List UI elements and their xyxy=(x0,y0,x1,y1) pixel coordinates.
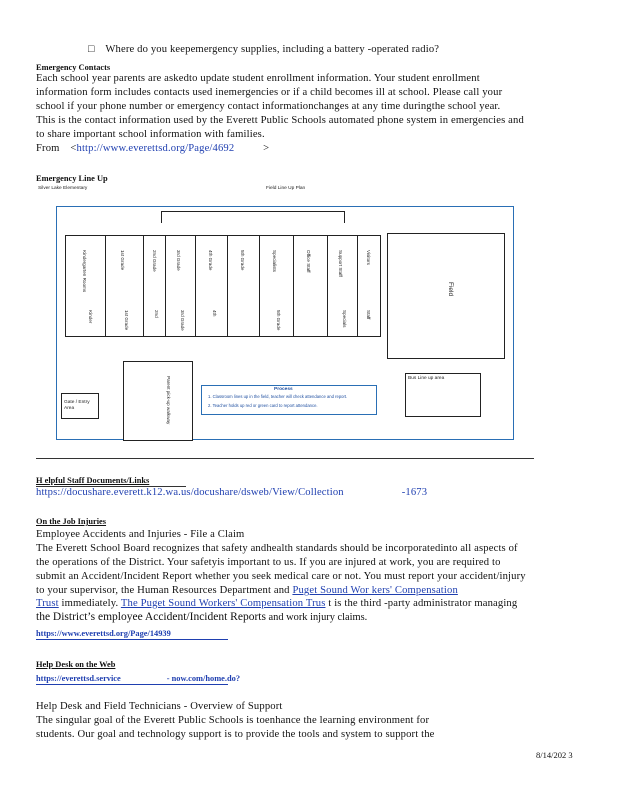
injuries-line-6 xyxy=(36,610,367,625)
puget-sound-link-2[interactable]: The Puget Sound Workers' Compensation Trus xyxy=(120,598,326,609)
grade-top-4: 3rd Grade xyxy=(176,250,181,271)
emergency-contacts-line-5: to share important school information with families. xyxy=(36,129,265,140)
injuries-line-4 xyxy=(36,584,458,598)
footer-date: 8/14/202 3 xyxy=(536,750,573,760)
plan-label: Field Line Up Plan xyxy=(266,186,306,191)
grade-top-8: Office Staff xyxy=(306,250,311,273)
supplies-question xyxy=(88,43,439,57)
help-desk-link[interactable] xyxy=(36,673,240,684)
help-desk-heading: Help Desk on the Web xyxy=(36,660,116,669)
injuries-title: Employee Accidents and Injuries - File a Claim xyxy=(36,529,245,540)
grade-bottom-1: Kinder xyxy=(88,310,93,324)
puget-sound-trust-link[interactable]: Trust xyxy=(36,598,59,609)
grade-top-9: Support Staff xyxy=(338,250,343,277)
emergency-contacts-source xyxy=(36,142,269,156)
from-open-bracket: < xyxy=(70,143,77,154)
grade-bottom-8: Staff xyxy=(366,310,371,320)
grade-bottom-2: 1st Grade xyxy=(124,310,129,331)
puget-sound-link-1[interactable]: Puget Sound Wor kers' Compensation xyxy=(292,585,458,596)
injuries-line-1: The Everett School Board recognizes that safety andhealth standards should be incorporatedinto all aspects of xyxy=(36,543,518,554)
lineup-bracket xyxy=(161,211,345,223)
technicians-line-1: The singular goal of the Everett Public Schools is toenhance the learning environment for xyxy=(36,715,430,726)
process-box xyxy=(201,385,377,415)
process-title: Process xyxy=(274,387,293,392)
helpful-staff-link[interactable] xyxy=(36,486,427,500)
injuries-line-4-text: to your supervisor, the Human Resources Department and xyxy=(36,585,290,596)
grade-top-1: Kindergarten Rooms xyxy=(82,250,87,293)
injuries-heading: On the Job Injuries xyxy=(36,517,107,526)
grade-top-7: Specialists xyxy=(272,250,277,272)
grade-bottom-6: 5th Grade xyxy=(276,310,281,331)
grade-top-3: 2nd Grade xyxy=(152,250,157,272)
emergency-contacts-link[interactable]: http://www.everettsd.org/Page/4692 xyxy=(76,143,235,154)
emergency-contacts-heading: Emergency Contacts xyxy=(36,63,111,72)
process-step-2: 2. Teacher holds up red or green card to report attendance. xyxy=(208,403,318,408)
from-close-bracket: > xyxy=(263,143,270,154)
injuries-link[interactable]: https://www.everettsd.org/Page/14939 xyxy=(36,629,171,638)
grade-top-5: 4th Grade xyxy=(208,250,213,271)
supplies-question-text: Where do you keepemergency supplies, including a battery -operated radio? xyxy=(105,44,440,55)
help-desk-link-underline xyxy=(36,684,228,685)
gate-area xyxy=(61,393,99,419)
grade-top-2: 1st Grade xyxy=(120,250,125,271)
grade-bottom-3: 2nd xyxy=(154,310,159,318)
administrator-text: t is the third -party administrator managing xyxy=(325,598,518,609)
grade-bottom-5: 4th xyxy=(212,310,217,317)
lineup-plan-frame xyxy=(56,206,514,440)
injuries-line-2: the operations of the District. Your safetyis important to us. If you are injured at work, you are required to xyxy=(36,557,501,568)
bus-lineup-area xyxy=(405,373,481,417)
school-label: Silver Lake Elementary xyxy=(38,186,88,191)
walkway-area xyxy=(123,361,193,441)
figure-divider xyxy=(36,458,534,459)
technicians-line-2: students. Our goal and technology support is to provide the tools and system to support the xyxy=(36,729,435,740)
grade-bottom-4: 3rd Grade xyxy=(180,310,185,331)
emergency-contacts-line-3: school if your phone number or emergency contact informationchanges at any time duringthe school year. xyxy=(36,101,501,112)
grade-top-10: Visitors xyxy=(366,250,371,265)
field-area xyxy=(387,233,505,359)
injuries-line-5 xyxy=(36,597,517,611)
technicians-title: Help Desk and Field Technicians - Overview of Support xyxy=(36,701,283,712)
bullet-icon: □ xyxy=(88,44,95,55)
grade-bottom-7: Specials xyxy=(342,310,347,328)
helpful-staff-heading: H elpful Staff Documents/Links xyxy=(36,476,150,485)
walkway-label: Parent pick-up walkway xyxy=(166,376,171,425)
injuries-reports-text: the District’s employee Accident/Incident Reports xyxy=(36,611,266,623)
help-desk-url-1[interactable]: https://everettsd.service xyxy=(36,674,121,683)
lineup-plan-figure xyxy=(36,184,536,458)
emergency-contacts-line-2: information form includes contacts used inemergencies or if a child becomes ill at school. Please call your xyxy=(36,87,503,98)
from-label: From xyxy=(36,143,60,154)
grade-top-6: 5th Grade xyxy=(240,250,245,271)
injuries-link-underline xyxy=(36,639,228,640)
emergency-contacts-line-1: Each school year parents are askedto update student enrollment information. Your student enrollment xyxy=(36,73,480,84)
immediately-text: immediately. xyxy=(58,598,121,609)
injuries-claims-text: and work injury claims. xyxy=(265,612,368,623)
slot-8 xyxy=(294,236,328,336)
gate-label: Gate / Entry Area xyxy=(64,400,90,411)
emergency-contacts-line-4: This is the contact information used by the Everett Public Schools automated phone system in emergencies and xyxy=(36,115,524,126)
help-desk-url-2[interactable]: - now.com/home.do? xyxy=(166,674,241,683)
helpful-staff-url-1[interactable]: https://docushare.everett.k12.wa.us/docushare/dsweb/View/Collection xyxy=(36,487,344,498)
emergency-lineup-heading: Emergency Line Up xyxy=(36,174,108,183)
classroom-slots xyxy=(65,235,381,337)
helpful-staff-url-2[interactable]: -1673 xyxy=(401,487,428,498)
process-step-1: 1. Classroom lines up in the field, teacher will check attendance and report. xyxy=(208,394,348,399)
field-label: Field xyxy=(447,282,454,297)
injuries-line-3: submit an Accident/Incident Report whether you seek medical care or not. You must report your accident/injury xyxy=(36,571,526,582)
bus-label: Bus Line up area xyxy=(408,376,445,381)
